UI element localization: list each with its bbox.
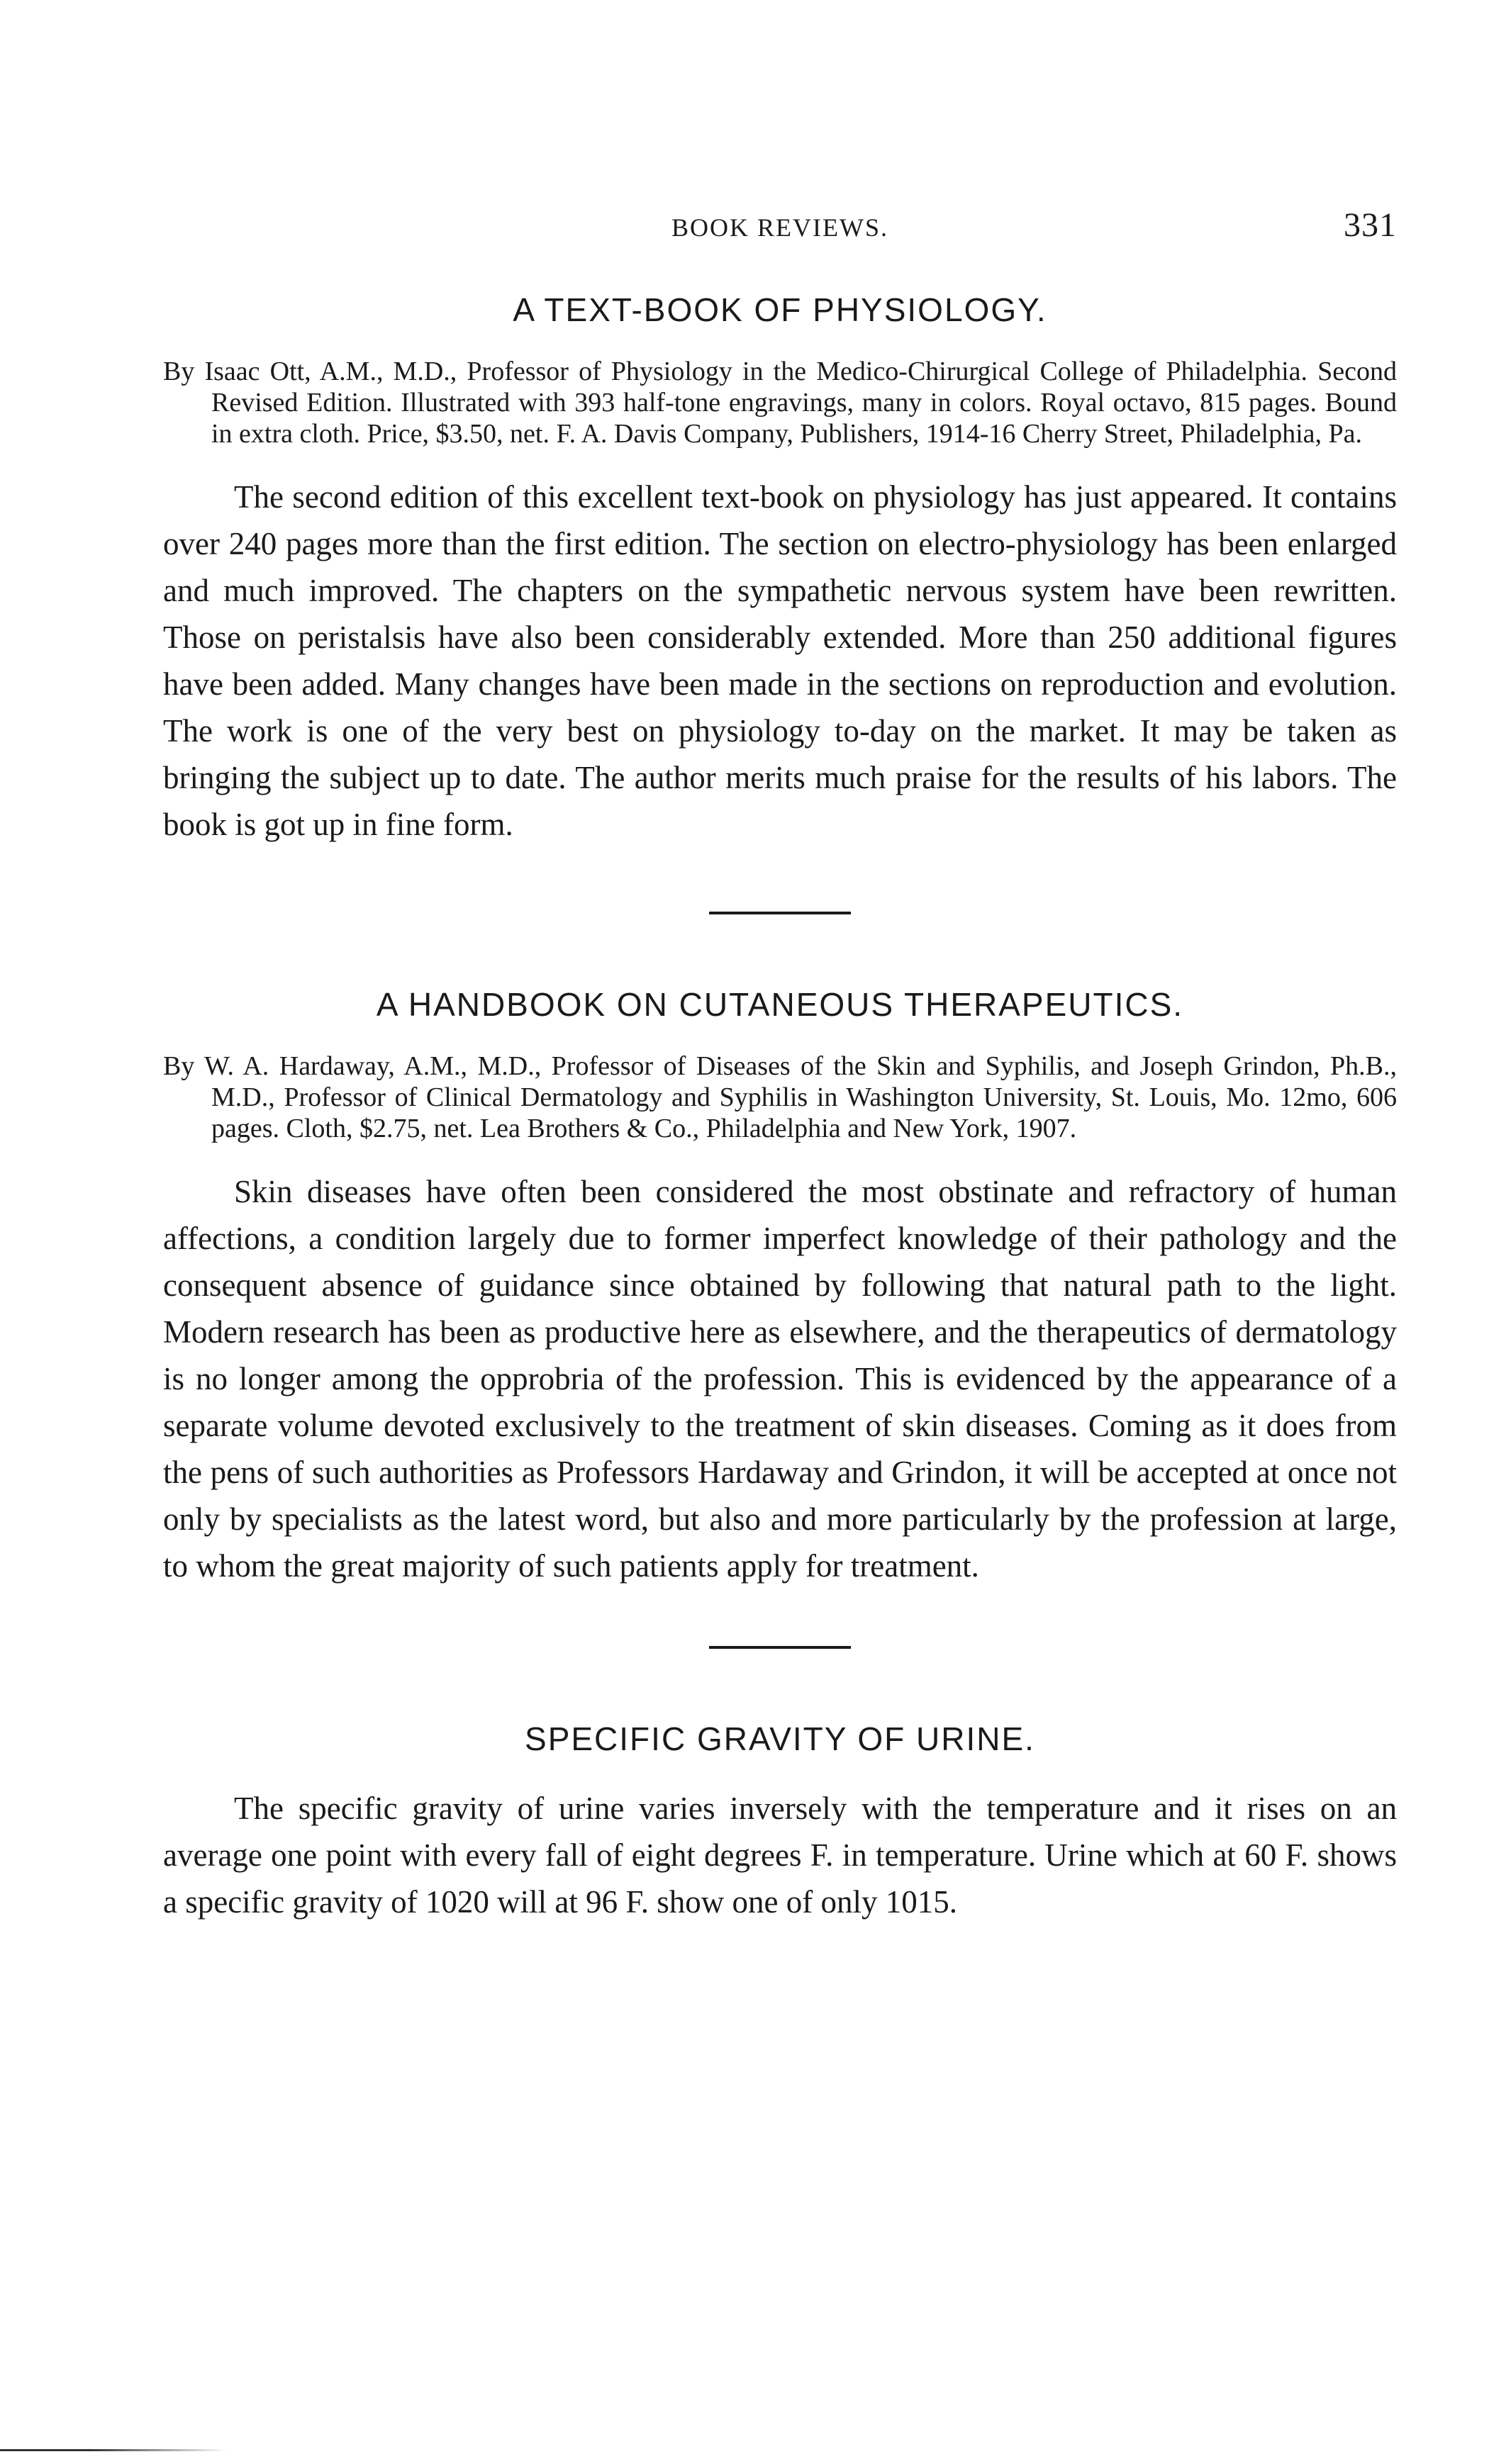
note-specific-gravity: [163, 1720, 1397, 1925]
scan-edge-mark: [0, 2449, 227, 2451]
section-title: A TEXT-BOOK OF PHYSIOLOGY.: [513, 291, 1047, 328]
page-number: 331: [1344, 206, 1397, 244]
section-divider: [709, 1646, 851, 1649]
review-physiology: [163, 291, 1397, 848]
book-page: [163, 206, 1397, 1925]
review-body: Skin diseases have often been considered the most obstinate and refractory of human affections, a condition largely due to former imperfect knowledge of their pathology and the consequent absence of guidance since obtained by following that natural path to the light. Modern research has been as productive here as elsewhere, and the therapeutics of dermatology is no longer among the opprobria of the profession. This is evidenced by the appearance of a separate volume devoted exclusively to the treatment of skin diseases. Coming as it does from the pens of such authorities as Professors Hardaway and Grindon, it will be accepted at once not only by specialists as the latest word, but also and more particularly by the profession at large, to whom the great majority of such patients apply for treatment.: [163, 1174, 1397, 1584]
running-header: [163, 206, 1397, 262]
review-body: The second edition of this excellent text-book on physiology has just appeared. It contains over 240 pages more than the first edition. The section on electro-physiology has been enlarged and much improved. The chapters on the sympathetic nervous system have been rewritten. Those on peristalsis have also been considerably extended. More than 250 additional figures have been added. Many changes have been made in the sections on reproduction and evolution. The work is one of the very best on physiology to-day on the market. It may be taken as bringing the subject up to date. The author merits much praise for the results of his labors. The book is got up in fine form.: [163, 479, 1397, 842]
citation: By W. A. Hardaway, A.M., M.D., Professor of Diseases of the Skin and Syphilis, and Joseph Grindon, Ph.B., M.D., Professor of Clinical Dermatology and Syphilis in Washington University, St. Louis, Mo. 12mo, 606 pages. Cloth, $2.75, net. Lea Brothers & Co., Philadelphia and New York, 1907.: [163, 1051, 1397, 1143]
review-cutaneous-therapeutics: [163, 985, 1397, 1589]
section-title: SPECIFIC GRAVITY OF URINE.: [525, 1720, 1035, 1757]
section-title: A HANDBOOK ON CUTANEOUS THERAPEUTICS.: [376, 986, 1184, 1023]
citation: By Isaac Ott, A.M., M.D., Professor of Physiology in the Medico-Chirurgical College of Philadelphia. Second Revised Edition. Illustrated with 393 half-tone engravings, many in colors. Royal octavo, 815 pages. Bound in extra cloth. Price, $3.50, net. F. A. Davis Company, Publishers, 1914-16 Cherry Street, Philadelphia, Pa.: [163, 357, 1397, 449]
section-divider: [709, 912, 851, 914]
note-body: The specific gravity of urine varies inversely with the temperature and it rises on an average one point with every fall of eight degrees F. in temperature. Urine which at 60 F. shows a specific gravity of 1020 will at 96 F. show one of only 1015.: [163, 1791, 1397, 1920]
running-title: BOOK REVIEWS.: [671, 213, 888, 242]
